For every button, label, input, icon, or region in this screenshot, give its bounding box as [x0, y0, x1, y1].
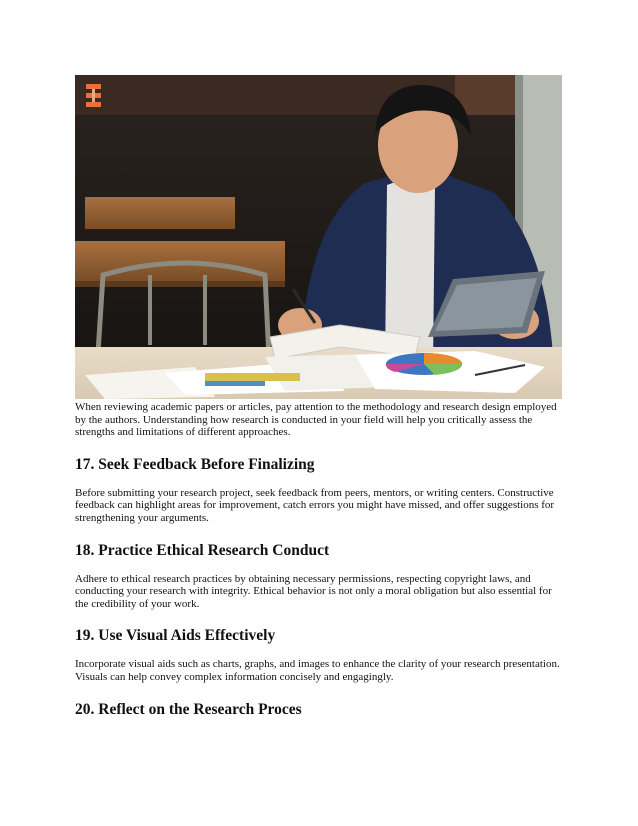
- section-paragraph: Incorporate visual aids such as charts, graphs, and images to enhance the clarity of your research presentation. Visuals can help convey complex information concisely and engagingly.: [75, 658, 560, 683]
- brand-logo-icon: [86, 84, 101, 107]
- hero-photo: [75, 75, 562, 399]
- section-paragraph: Adhere to ethical research practices by obtaining necessary permissions, respecting copyright laws, and conducting your research with integrity. Ethical behavior is not only a moral obligation but also essential for the credibility of your work.: [75, 572, 552, 610]
- section-heading: 19. Use Visual Aids Effectively: [75, 627, 276, 645]
- intro-paragraph: When reviewing academic papers or articles, pay attention to the methodology and research design employed by the authors. Understanding how research is conducted in your field will help you critically assess the strengths and limitations of different approaches.: [75, 401, 557, 439]
- section-heading: 20. Reflect on the Research Proces: [75, 700, 302, 718]
- section-paragraph: Before submitting your research project, seek feedback from peers, mentors, or writing centers. Constructive feedback can highlight areas for improvement, catch errors you might have missed, and offer suggestions for strengthening your arguments.: [75, 486, 555, 524]
- article-body: [75, 401, 565, 719]
- section-heading: 18. Practice Ethical Research Conduct: [75, 541, 330, 559]
- section-heading: 17. Seek Feedback Before Finalizing: [75, 455, 315, 473]
